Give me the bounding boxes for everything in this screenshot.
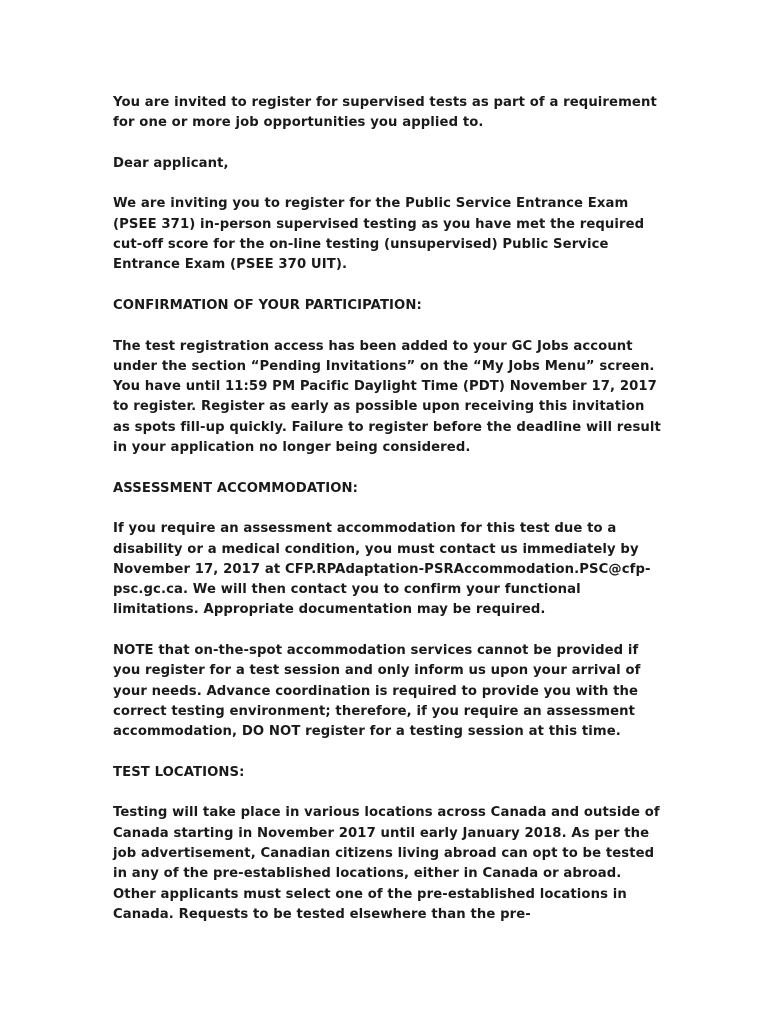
test-locations-paragraph: Testing will take place in various locations across Canada and outside of Canada starting in November 2017 until early January 2018. As per the job advertisement, Canadian citizens living abroad can opt to be tested in any of the pre-established locations, either in Canada or abroad. Other applicants must select one of the pre-established locations in Canada. Requests to be tested elsewhere than the pre- — [113, 805, 660, 922]
invitation-paragraph: We are inviting you to register for the Public Service Entrance Exam (PSEE 371) in-person supervised testing as you have met the required cut-off score for the on-line testing (unsupervised) Public Service Entrance Exam (PSEE 370 UIT). — [113, 196, 645, 273]
confirmation-heading: CONFIRMATION OF YOUR PARTICIPATION: — [113, 297, 422, 313]
note-paragraph: NOTE that on-the-spot accommodation services cannot be provided if you register for a test session and only inform us upon your arrival of your needs. Advance coordination is required to provide you with the correct testing environment; therefore, if you require an assessment accommodation, DO NOT register for a testing session at this time. — [113, 643, 641, 740]
accommodation-paragraph: If you require an assessment accommodation for this test due to a disability or a medical condition, you must contact us immediately by November 17, 2017 at CFP.RPAdaptation-PSRAccommodation.PSC@cfp-psc.gc.ca. We will then contact you to confirm your functional limitations. Appropriate documentation may be required. — [113, 521, 651, 618]
confirmation-paragraph: The test registration access has been added to your GC Jobs account under the section “Pending Invitations” on the “My Jobs Menu” screen. You have until 11:59 PM Pacific Daylight Time (PDT) November 17, 2017 to register. Register as early as possible upon receiving this invitation as spots fill-up quickly. Failure to register before the deadline will result in your application no longer being considered. — [113, 338, 661, 456]
intro-paragraph: You are invited to register for supervised tests as part of a requirement for one or more job opportunities you applied to. — [113, 95, 657, 131]
accommodation-heading: ASSESSMENT ACCOMMODATION: — [113, 480, 359, 496]
document-body — [113, 93, 661, 945]
salutation: Dear applicant, — [113, 155, 229, 171]
test-locations-heading: TEST LOCATIONS: — [113, 764, 245, 780]
